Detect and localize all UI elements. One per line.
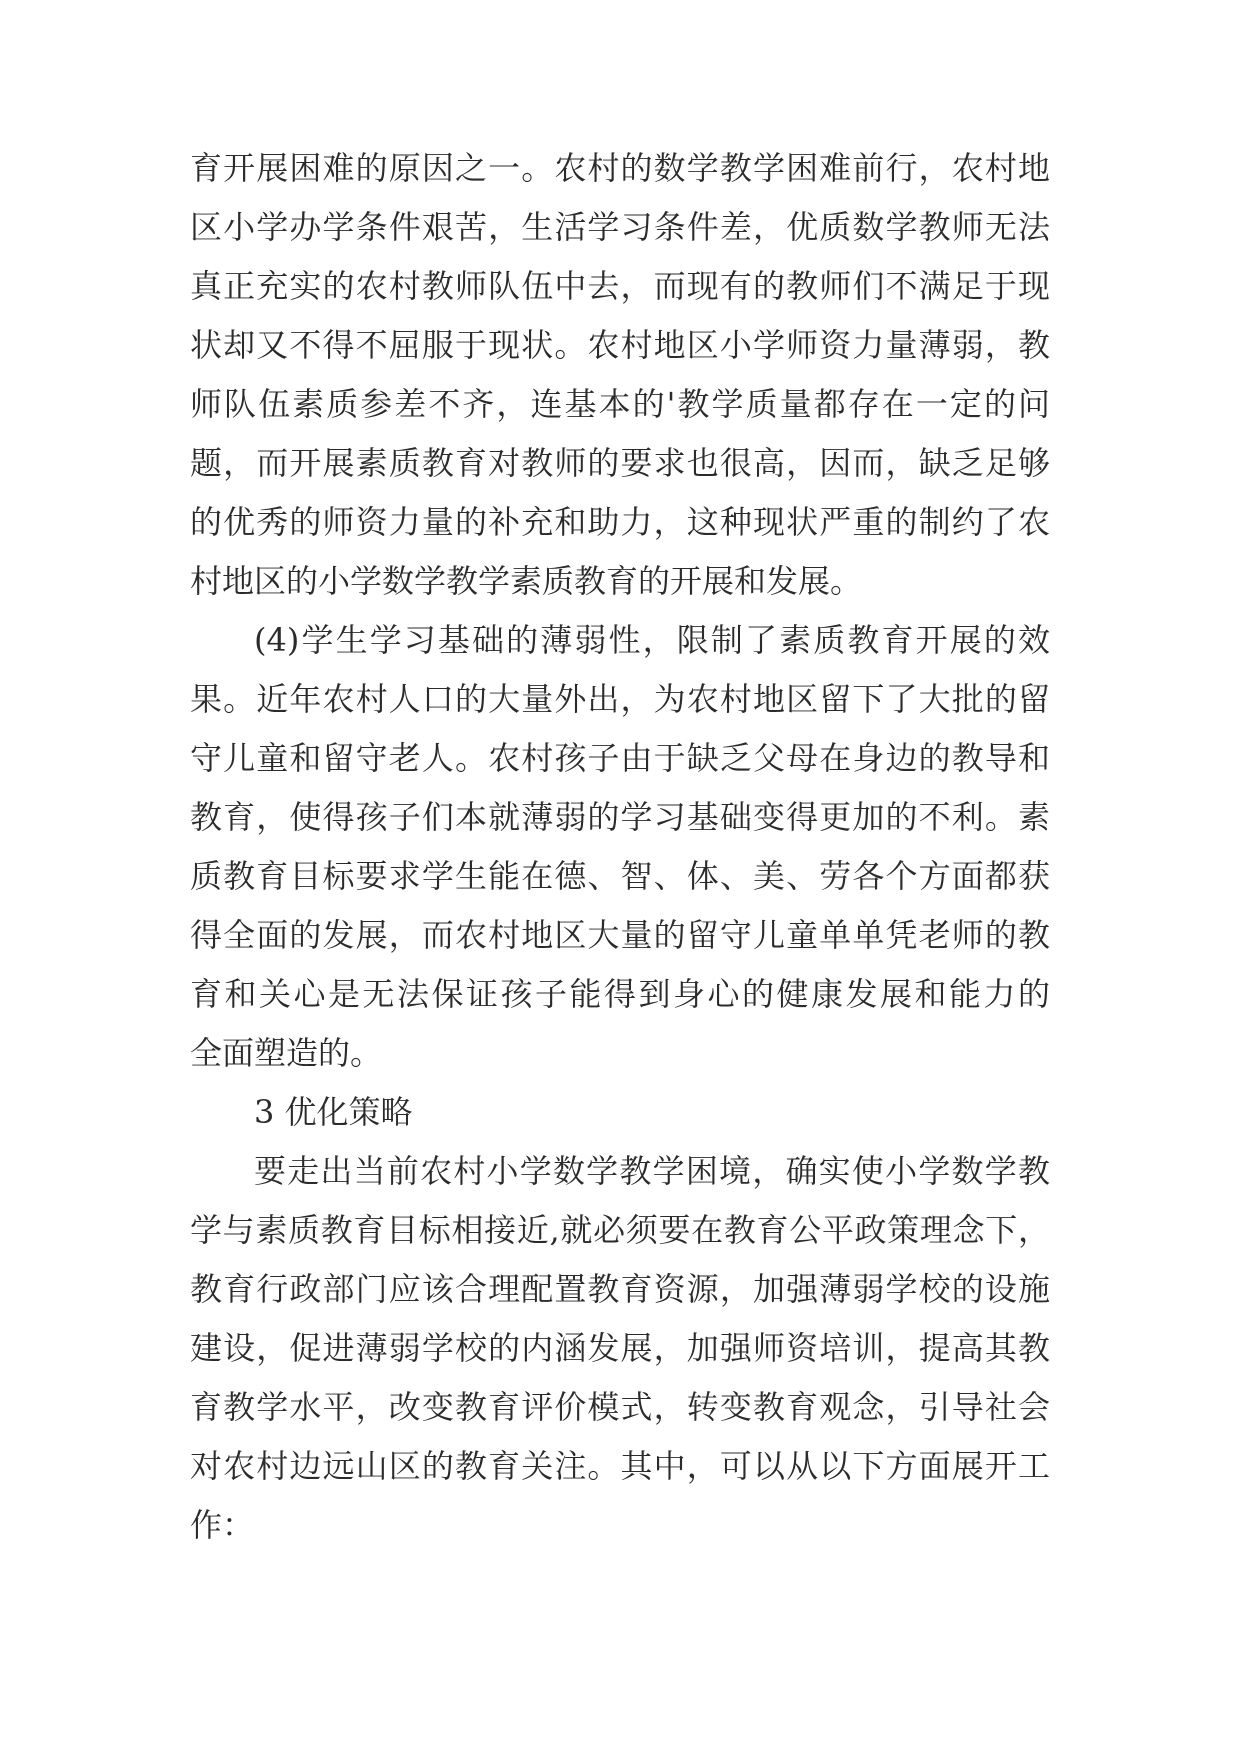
text-line: 质教育目标要求学生能在德、智、体、美、劳各个方面都获	[190, 857, 1050, 895]
text-line: 育开展困难的原因之一。农村的数学教学困难前行，农村地	[190, 149, 1050, 187]
text-line: 作：	[190, 1506, 255, 1544]
text-line: 学与素质教育目标相接近,就必须要在教育公平政策理念下，	[190, 1211, 1050, 1249]
paragraph-start-line: (4)学生学习基础的薄弱性，限制了素质教育开展的效	[254, 621, 1050, 659]
text-line: 的优秀的师资力量的补充和助力，这种现状严重的制约了农	[190, 503, 1050, 541]
text-line: 师队伍素质参差不齐，连基本的'教学质量都存在一定的问	[190, 385, 1050, 423]
text-line: 状却又不得不屈服于现状。农村地区小学师资力量薄弱，教	[190, 326, 1050, 364]
text-line: 育和关心是无法保证孩子能得到身心的健康发展和能力的	[190, 975, 1050, 1013]
section-heading: 3 优化策略	[254, 1093, 413, 1131]
text-line: 村地区的小学数学教学素质教育的开展和发展。	[190, 562, 863, 600]
text-line: 全面塑造的。	[190, 1034, 383, 1072]
text-line: 守儿童和留守老人。农村孩子由于缺乏父母在身边的教导和	[190, 739, 1050, 777]
paragraph-start-line: 要走出当前农村小学数学教学困境，确实使小学数学教	[254, 1152, 1050, 1190]
text-line: 真正充实的农村教师队伍中去，而现有的教师们不满足于现	[190, 267, 1050, 305]
text-line: 建设，促进薄弱学校的内涵发展，加强师资培训，提高其教	[190, 1329, 1050, 1367]
text-line: 教育，使得孩子们本就薄弱的学习基础变得更加的不利。素	[190, 798, 1050, 836]
text-line: 对农村边远山区的教育关注。其中，可以从以下方面展开工	[190, 1447, 1050, 1485]
text-line: 题，而开展素质教育对教师的要求也很高，因而，缺乏足够	[190, 444, 1050, 482]
text-line: 得全面的发展，而农村地区大量的留守儿童单单凭老师的教	[190, 916, 1050, 954]
text-line: 育教学水平，改变教育评价模式，转变教育观念，引导社会	[190, 1388, 1050, 1426]
text-line: 区小学办学条件艰苦，生活学习条件差，优质数学教师无法	[190, 208, 1050, 246]
text-line: 果。近年农村人口的大量外出，为农村地区留下了大批的留	[190, 680, 1050, 718]
text-line: 教育行政部门应该合理配置教育资源，加强薄弱学校的设施	[190, 1270, 1050, 1308]
